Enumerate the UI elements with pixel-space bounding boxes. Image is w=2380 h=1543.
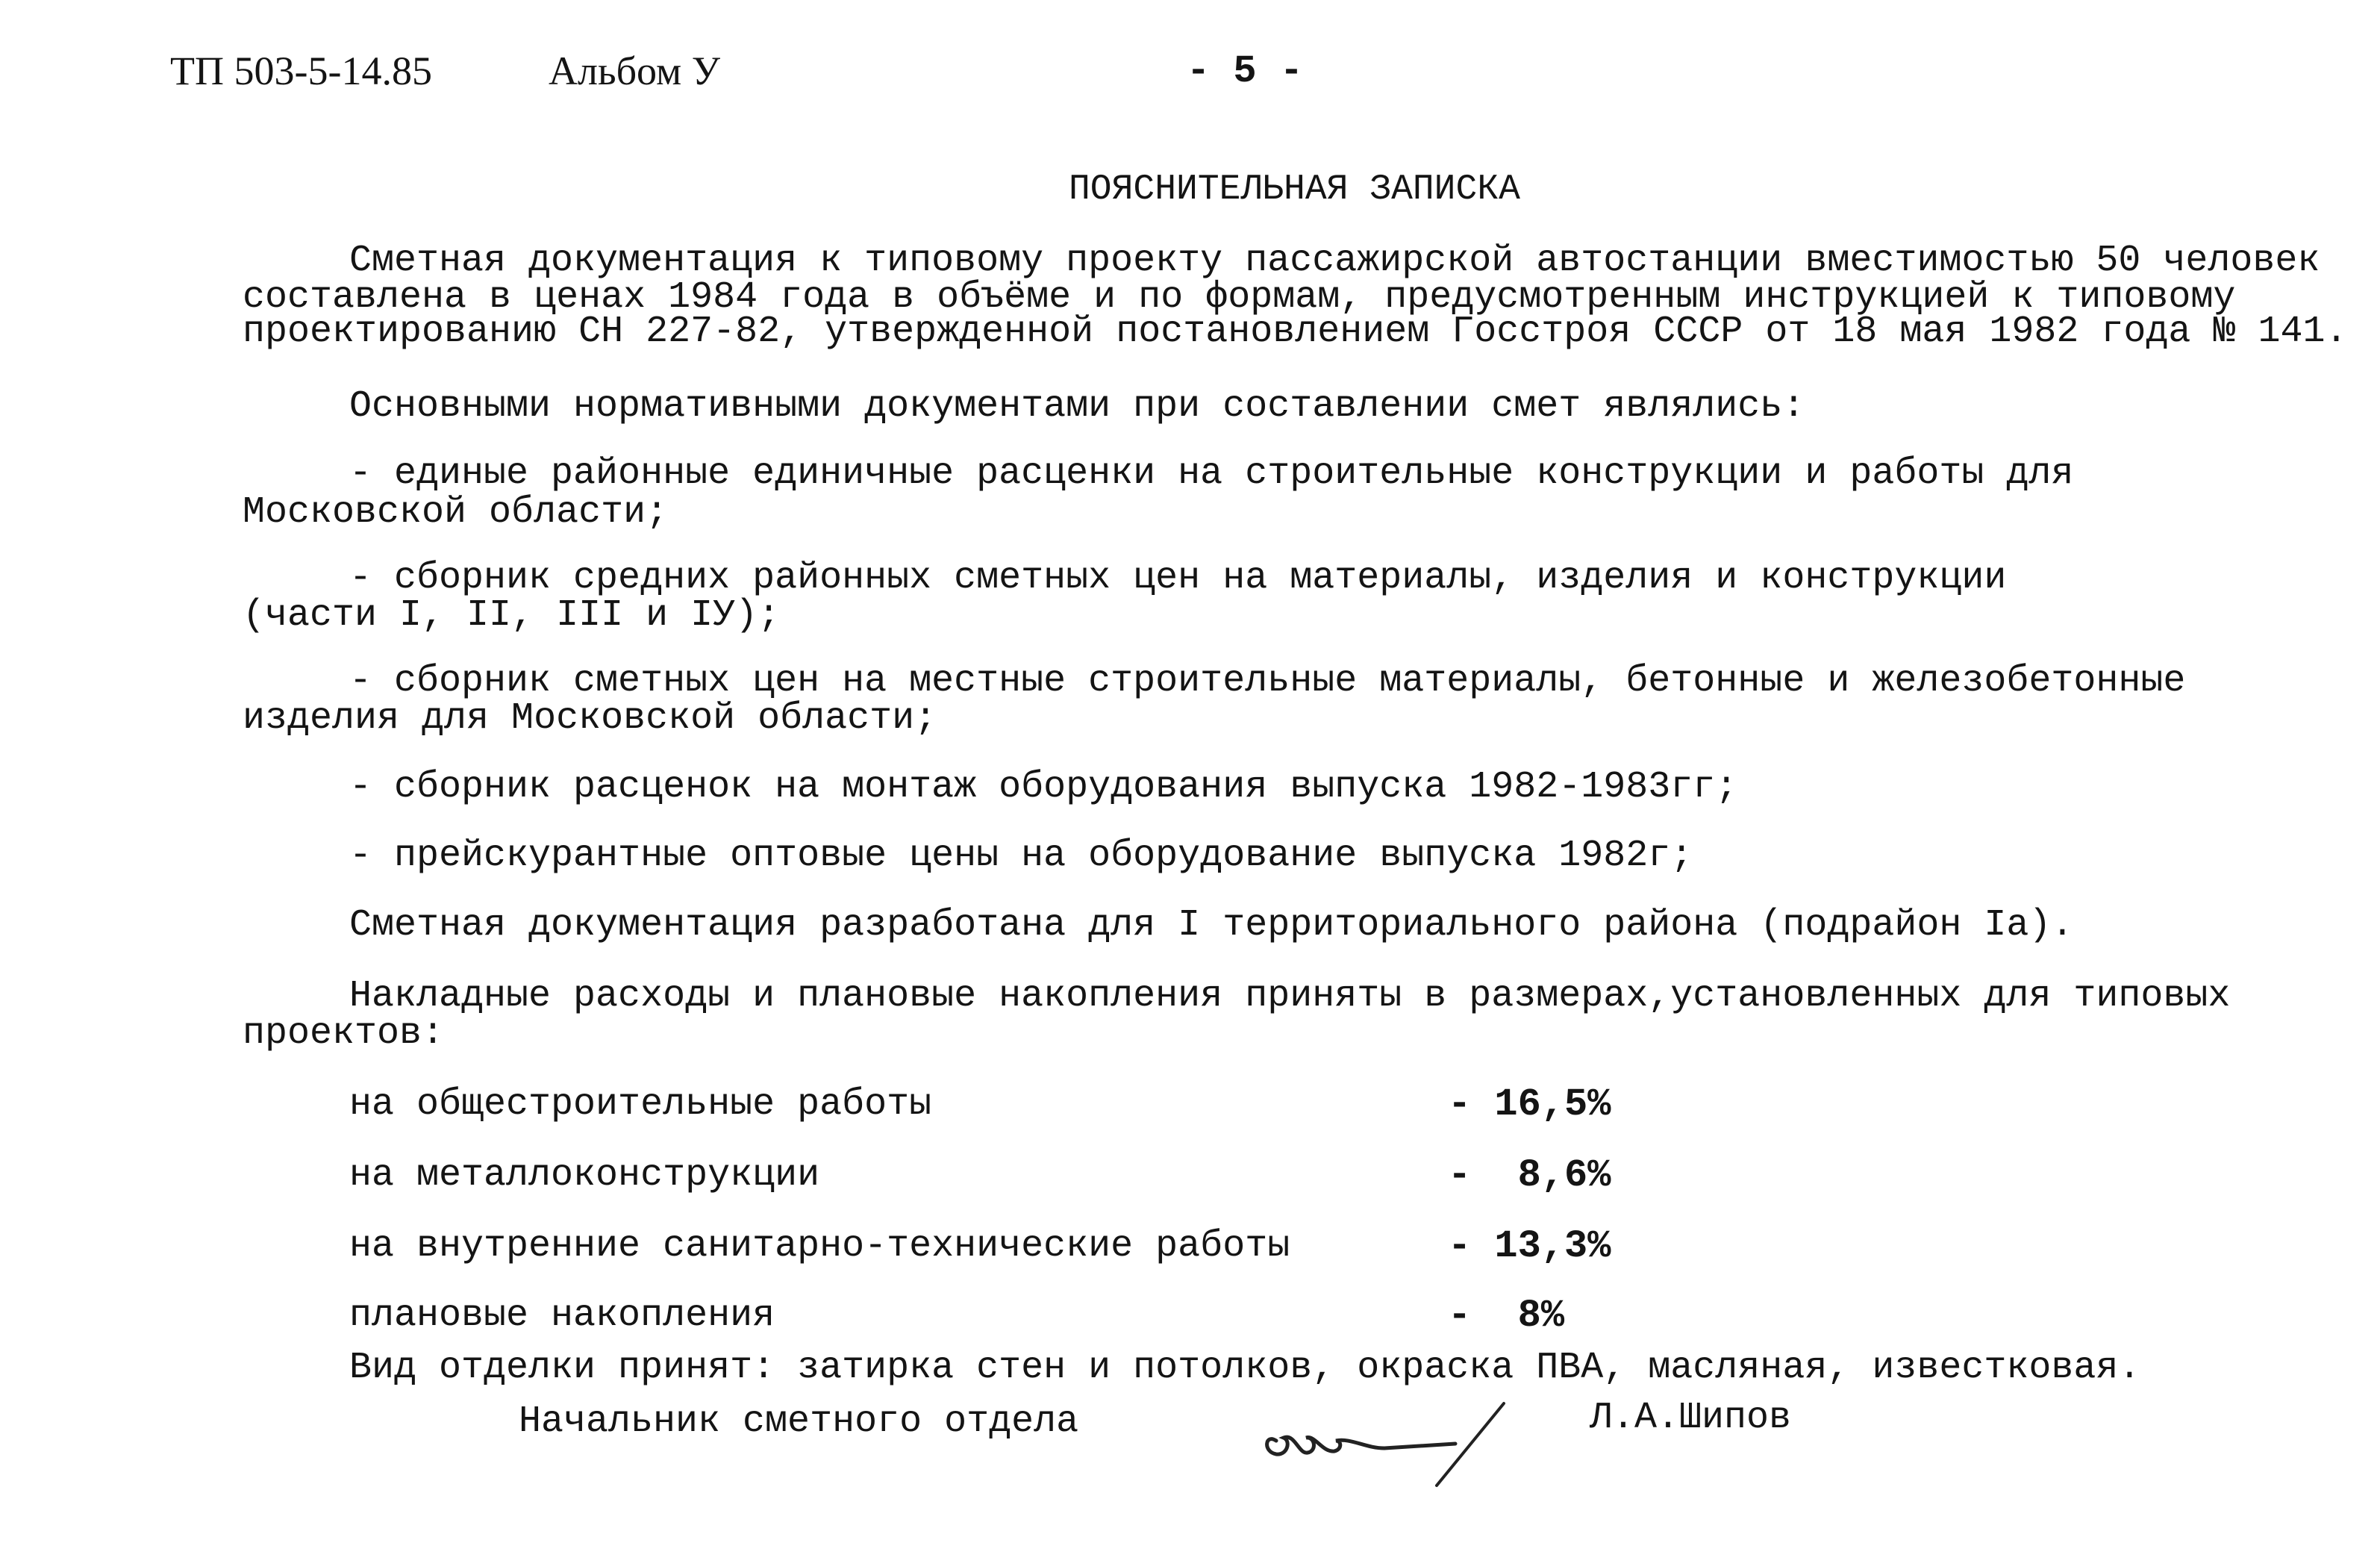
intro-line: составлена в ценах 1984 года в объёме и по формам, предусмотренным инструкцией к типовому xyxy=(243,276,2236,319)
rate-label: на общестроительные работы xyxy=(349,1083,932,1126)
list-item: - сборник сметных цен на местные строительные материалы, бетонные и железобетонные xyxy=(349,660,2186,702)
rate-label: на металлоконструкции xyxy=(349,1154,820,1197)
region-note: Сметная документация разработана для I территориального района (подрайон Iа). xyxy=(349,904,2074,947)
signatory-name: Л.А.Шипов xyxy=(1590,1397,1792,1439)
page-number: - 5 - xyxy=(1187,49,1304,93)
overhead-intro-continuation: проектов: xyxy=(243,1012,445,1055)
rate-label: плановые накопления xyxy=(349,1294,775,1337)
list-item-continuation: (части I, II, III и IУ); xyxy=(243,594,781,637)
intro-line: Сметная документация к типовому проекту пассажирской автостанции вместимостью 50 человек xyxy=(349,240,2320,282)
documents-heading: Основными нормативными документами при составлении смет являлись: xyxy=(349,385,1805,428)
album-label: Альбом У xyxy=(549,49,720,93)
list-item: - сборник средних районных сметных цен на материалы, изделия и конструкции xyxy=(349,557,2007,599)
list-item-continuation: изделия для Московской области; xyxy=(243,697,937,740)
rate-value: - 13,3% xyxy=(1448,1224,1611,1268)
list-item: - прейскурантные оптовые цены на оборудование выпуска 1982г; xyxy=(349,835,1693,877)
rate-label: на внутренние санитарно-технические работы xyxy=(349,1225,1290,1268)
signature-position: Начальник сметного отдела xyxy=(519,1400,1079,1443)
list-item: - сборник расценок на монтаж оборудования выпуска 1982-1983гг; xyxy=(349,766,1738,808)
overhead-intro: Накладные расходы и плановые накопления приняты в размерах,установленных для типовых xyxy=(349,975,2231,1017)
handwritten-signature xyxy=(1254,1388,1522,1493)
intro-line: проектированию СН 227-82, утвержденной постановлением Госстроя СССР от 18 мая 1982 года № 141. xyxy=(243,311,2348,353)
list-item-continuation: Московской области; xyxy=(243,491,669,534)
page-title: ПОЯСНИТЕЛЬНАЯ ЗАПИСКА xyxy=(1069,169,1520,210)
rate-value: - 16,5% xyxy=(1448,1082,1611,1126)
rate-value: - 8,6% xyxy=(1448,1153,1611,1197)
document-code: ТП 503-5-14.85 xyxy=(170,49,432,93)
rate-value: - 8% xyxy=(1448,1294,1565,1338)
list-item: - единые районные единичные расценки на строительные конструкции и работы для xyxy=(349,452,2074,495)
finish-note: Вид отделки принят: затирка стен и потолков, окраска ПВА, масляная, известковая. xyxy=(349,1347,2141,1389)
